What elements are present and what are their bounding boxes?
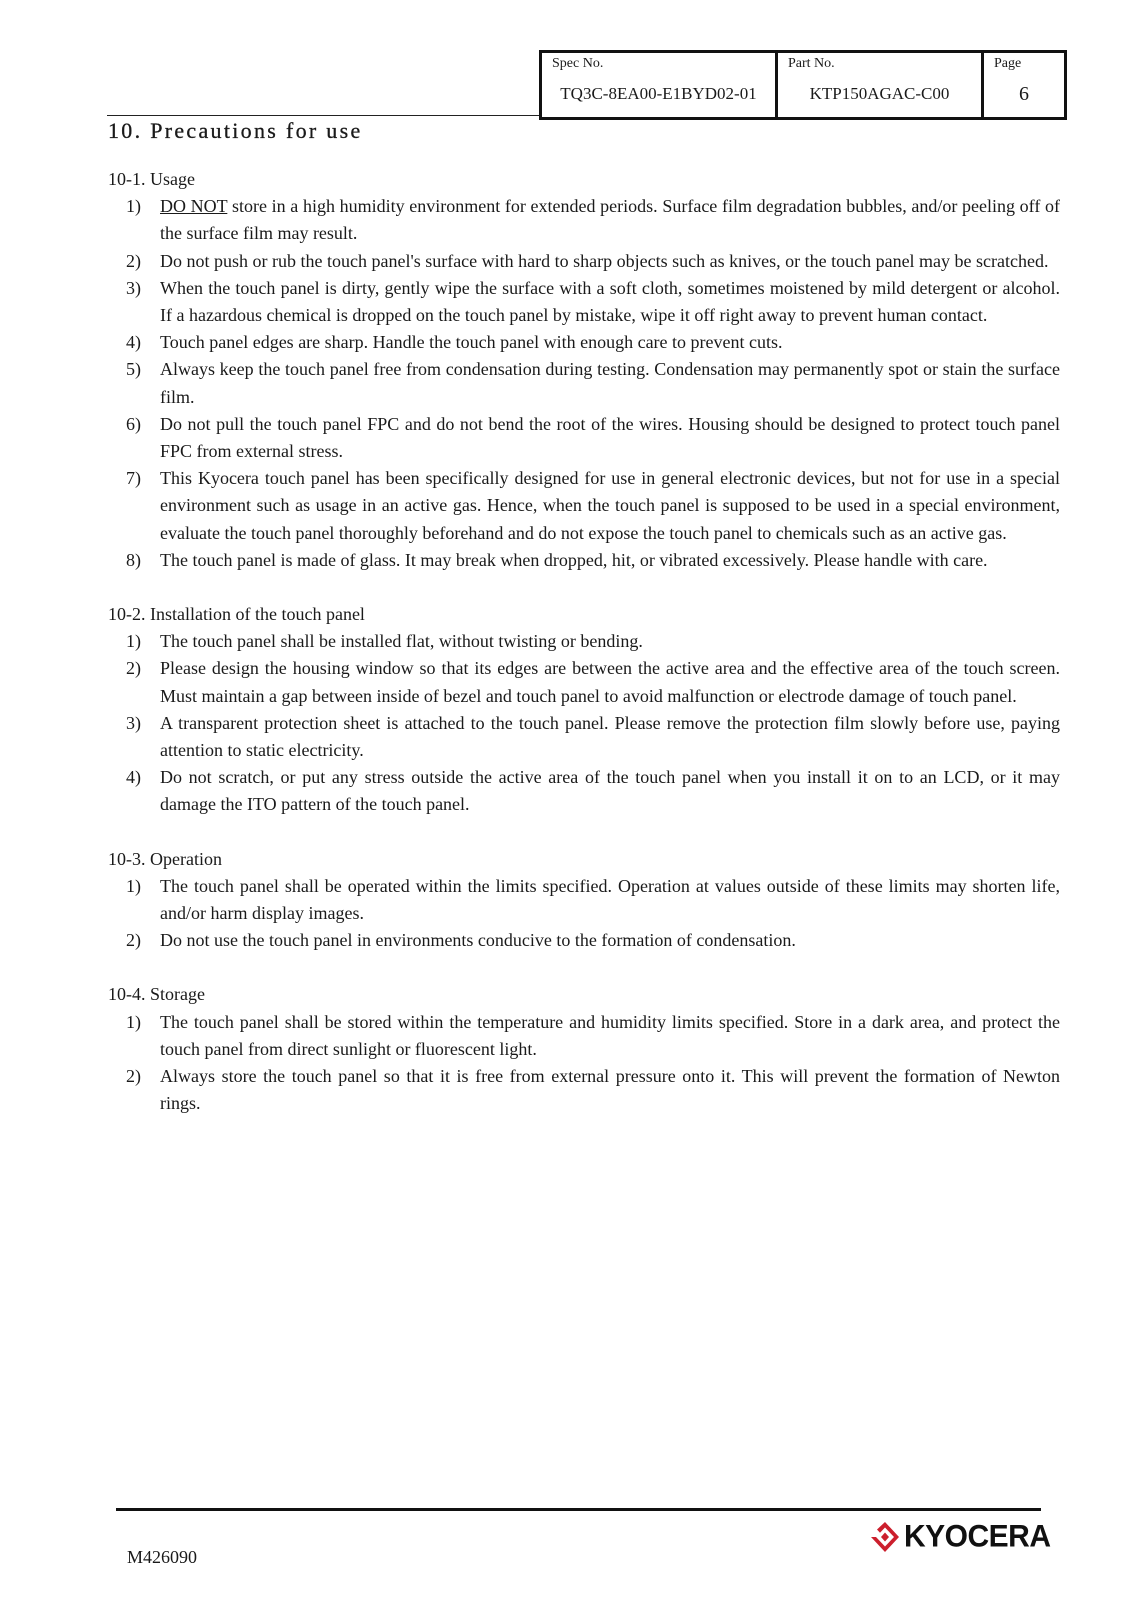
emphasis-text: DO NOT [160, 196, 228, 217]
item-text: Always keep the touch panel free from condensation during testing. Condensation may permanently spot or stain the surface film. [160, 359, 1060, 407]
spec-no-value: TQ3C-8EA00-E1BYD02-01 [560, 84, 757, 103]
list-item [108, 547, 1060, 574]
spec-no-label: Spec No. [552, 56, 604, 71]
subsection-heading: 10-3. Operation [108, 848, 222, 869]
list-item [108, 411, 1060, 465]
item-text: This Kyocera touch panel has been specifically designed for use in general electronic devices, but not for use in a special environment such as usage in an active gas. Hence, when the touch panel is supposed to be used in a special environment, evaluate the touch panel thoroughly beforehand and do not expose the touch panel to chemicals such as an active gas. [160, 468, 1060, 543]
list-item [108, 927, 1060, 954]
item-text: Do not scratch, or put any stress outside the active area of the touch panel when you install it on to an LCD, or it may damage the ITO pattern of the touch panel. [160, 767, 1060, 815]
item-number: 5) [126, 359, 141, 380]
item-text: Touch panel edges are sharp. Handle the touch panel with enough care to prevent cuts. [160, 332, 783, 353]
item-number: 4) [126, 767, 141, 788]
subsection-heading: 10-2. Installation of the touch panel [108, 604, 365, 625]
document-code: M426090 [127, 1547, 198, 1567]
kyocera-logo [870, 1520, 1051, 1554]
spec-header-table [539, 50, 1067, 120]
item-number: 6) [126, 413, 141, 434]
item-text: Always store the touch panel so that it is free from external pressure onto it. This will prevent the formation of Newton rings. [160, 1066, 1060, 1114]
precaution-list [108, 193, 1060, 574]
item-text: The touch panel shall be installed flat, without twisting or bending. [160, 631, 643, 652]
list-item [108, 1063, 1060, 1117]
item-text: store in a high humidity environment for extended periods. Surface film degradation bubbles, and/or peeling off of the surface film may result. [160, 196, 1060, 244]
subsection-heading: 10-4. Storage [108, 984, 205, 1005]
list-item [108, 329, 1060, 356]
list-item [108, 248, 1060, 275]
page-title: 10. Precautions for use [108, 118, 363, 143]
item-number: 3) [126, 277, 141, 298]
part-no-cell [777, 52, 983, 119]
item-text: The touch panel is made of glass. It may break when dropped, hit, or vibrated excessively. Please handle with care. [160, 549, 988, 570]
kyocera-logo-icon [870, 1521, 900, 1553]
subsection-heading: 10-1. Usage [108, 169, 195, 189]
spec-no-cell [541, 52, 777, 119]
item-text: The touch panel shall be operated within the limits specified. Operation at values outside of these limits may shorten life, and/or harm display images. [160, 875, 1060, 924]
item-text: Do not pull the touch panel FPC and do not bend the root of the wires. Housing should be designed to protect touch panel FPC from external stress. [160, 413, 1060, 462]
item-text: When the touch panel is dirty, gently wipe the surface with a soft cloth, sometimes moistened by mild detergent or alcohol. If a hazardous chemical is dropped on the touch panel by mistake, wipe it off right away to prevent human contact. [160, 277, 1060, 326]
page-cell [983, 52, 1066, 119]
part-no-label: Part No. [788, 56, 835, 71]
item-number: 1) [126, 875, 141, 896]
precaution-list [108, 628, 1060, 818]
logo-text: KYOCERA [904, 1519, 1051, 1554]
item-number: 2) [126, 1066, 141, 1087]
list-item [108, 1009, 1060, 1063]
precaution-list [108, 1009, 1060, 1118]
item-number: 8) [126, 549, 141, 570]
list-item [108, 356, 1060, 410]
list-item [108, 465, 1060, 547]
item-text: Do not use the touch panel in environments conducive to the formation of condensation. [160, 930, 796, 951]
list-item [108, 275, 1060, 329]
list-item [108, 655, 1060, 709]
item-number: 1) [126, 196, 141, 217]
document-body [108, 166, 1060, 1118]
list-item [108, 193, 1060, 247]
precaution-list [108, 873, 1060, 955]
list-item [108, 628, 1060, 655]
list-item [108, 710, 1060, 764]
item-text: The touch panel shall be stored within the temperature and humidity limits specified. Store in a dark area, and protect the touch panel from direct sunlight or fluorescent light. [160, 1011, 1060, 1059]
item-number: 2) [126, 930, 141, 951]
item-number: 3) [126, 712, 141, 733]
item-number: 4) [126, 332, 141, 353]
item-number: 2) [126, 250, 141, 271]
page-label: Page [994, 56, 1022, 71]
item-text: A transparent protection sheet is attached to the touch panel. Please remove the protection film slowly before use, paying attention to static electricity. [160, 712, 1060, 761]
page-number: 6 [1019, 83, 1029, 105]
item-text: Do not push or rub the touch panel's surface with hard to sharp objects such as knives, or the touch panel may be scratched. [160, 250, 1049, 271]
list-item [108, 873, 1060, 927]
list-item [108, 764, 1060, 818]
header-divider [107, 115, 539, 116]
item-number: 7) [126, 468, 141, 489]
item-number: 2) [126, 658, 141, 679]
part-no-value: KTP150AGAC-C00 [809, 84, 950, 103]
item-number: 1) [126, 631, 141, 652]
item-number: 1) [126, 1011, 141, 1032]
footer-divider [116, 1508, 1041, 1511]
item-text: Please design the housing window so that its edges are between the active area and the effective area of the touch screen. Must maintain a gap between inside of bezel and touch panel to avoid malfunction or electrode damage of touch panel. [160, 658, 1060, 706]
